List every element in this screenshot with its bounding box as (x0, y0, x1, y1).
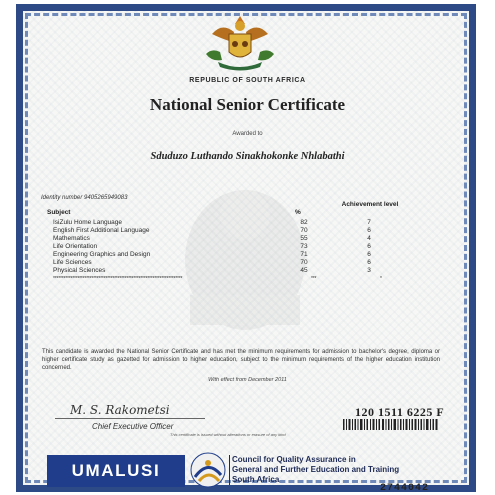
umalusi-logo-text: UMALUSI (47, 455, 185, 487)
candidate-name: Sduduzo Luthando Sinakhokonke Nhlabathi (150, 151, 345, 162)
subject-name: English First Additional Language (53, 227, 150, 234)
signature-line (55, 418, 205, 419)
ceo-title: Chief Executive Officer (92, 422, 174, 431)
subject-name: Physical Sciences (53, 267, 106, 274)
subject-percent: 73 (300, 243, 308, 250)
republic-label: REPUBLIC OF SOUTH AFRICA (189, 77, 306, 84)
validity-note: This certificate is issued without alterations or erasure of any kind (170, 432, 286, 437)
subject-level: 7 (367, 219, 371, 226)
subject-column-header: Subject (47, 209, 71, 216)
subject-level: 6 (367, 251, 371, 258)
end-percent-stars: *** (311, 276, 317, 282)
identity-number: Identity number 9405265949083 (41, 195, 128, 201)
ceo-signature: M. S. Rakometsi (70, 403, 170, 417)
council-divider (229, 455, 230, 485)
subject-name: Life Sciences (53, 259, 92, 266)
subject-percent: 70 (300, 227, 308, 234)
result-row (53, 219, 393, 227)
subject-name: Engineering Graphics and Design (53, 251, 151, 258)
council-line-3: South Africa (232, 475, 280, 484)
council-name (232, 455, 447, 485)
subject-percent: 82 (300, 219, 308, 226)
result-row (53, 267, 393, 275)
result-row (53, 235, 393, 243)
effective-date: With effect from December 2011 (208, 377, 287, 383)
subject-name: Mathematics (53, 235, 90, 242)
subject-level: 6 (367, 227, 371, 234)
document-number: 2744042 (380, 483, 430, 494)
result-row (53, 259, 393, 267)
coat-of-arms-icon (198, 12, 282, 74)
council-line-1: Council for Quality Assurance in (232, 455, 356, 464)
subject-level: 3 (367, 267, 371, 274)
subject-level: 6 (367, 259, 371, 266)
subject-percent: 71 (300, 251, 308, 258)
subject-name: IsiZulu Home Language (53, 219, 123, 226)
result-row (53, 227, 393, 235)
result-row (53, 243, 393, 251)
end-subject-stars: ************************************************************************** (53, 276, 183, 282)
level-column-header: Achievement level (341, 201, 399, 208)
serial-number: 120 1511 6225 F (355, 405, 445, 419)
umalusi-emblem-icon (189, 451, 227, 489)
certificate-title: National Senior Certificate (149, 95, 346, 114)
subject-level: 4 (367, 235, 371, 242)
subject-name: Life Orientation (53, 243, 98, 250)
certificate-statement: This candidate is awarded the National Senior Certificate and has met the minimum requirements for admission to bachelor's degree, diploma or higher certificate study as gazetted for admission to higher education, subject to the minimum requirements of the higher education institution concerned. (42, 349, 440, 371)
subject-percent: 55 (300, 235, 308, 242)
council-line-2: General and Further Education and Training (232, 465, 400, 474)
results-end-marker (53, 276, 382, 282)
awarded-to-label: Awarded to (232, 131, 263, 137)
subject-percent: 45 (300, 267, 308, 274)
subject-level: 6 (367, 243, 371, 250)
barcode (343, 419, 438, 430)
result-row (53, 251, 393, 259)
subject-percent: 70 (300, 259, 308, 266)
end-level-stars: * (380, 276, 382, 282)
percent-column-header: % (295, 209, 301, 216)
